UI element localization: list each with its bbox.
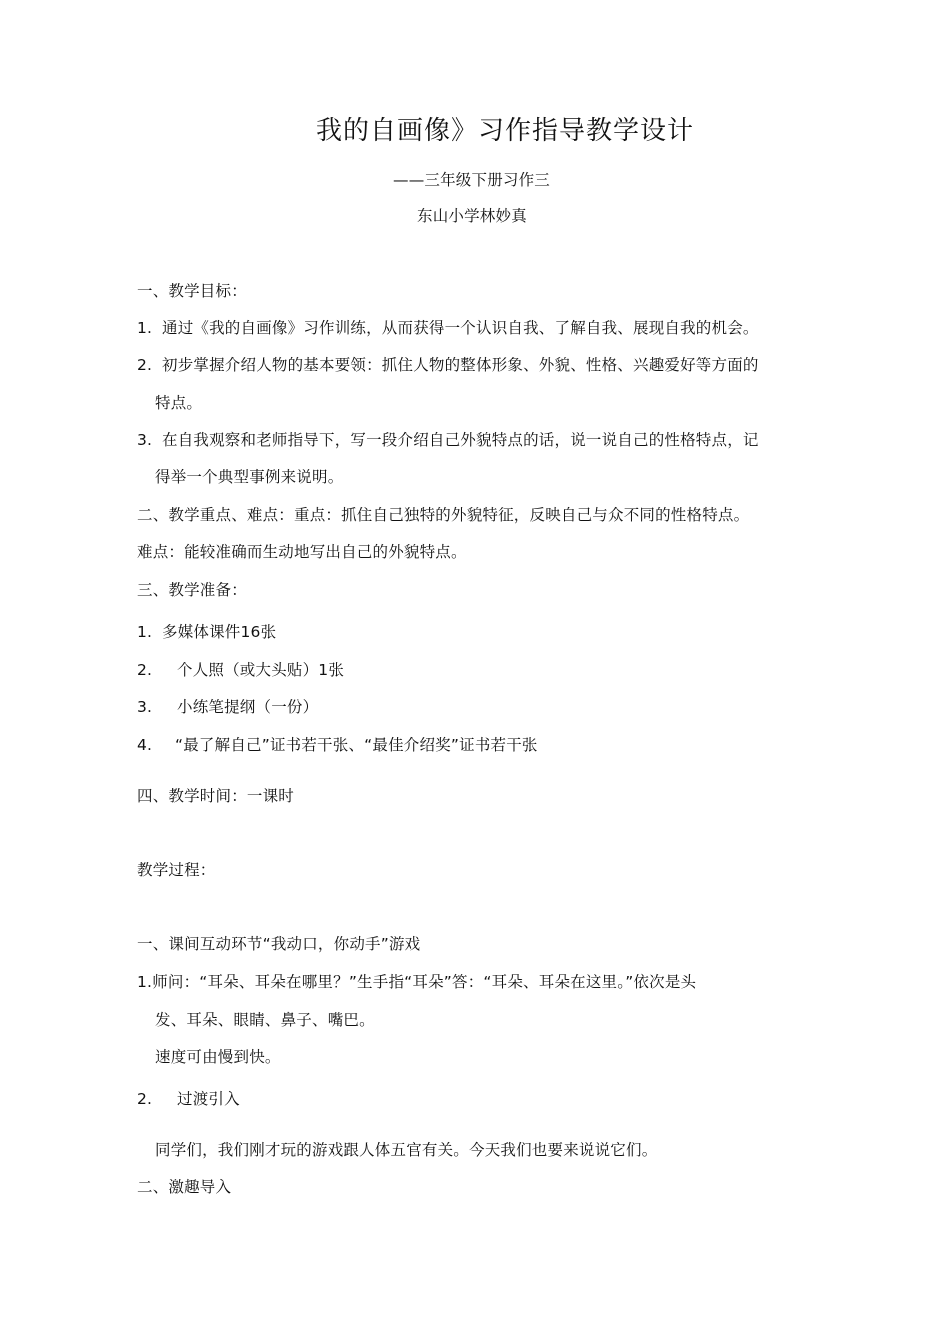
list-number: 3. (137, 698, 153, 716)
section-heading-objectives: 一、教学目标： (137, 282, 247, 300)
list-item (137, 622, 277, 642)
list-number: 1. (137, 623, 153, 641)
step-item-1-note: 速度可由慢到快。 (155, 1048, 281, 1066)
list-text: 个人照（或大头贴）1张 (177, 661, 345, 679)
section-heading-key-points: 二、教学重点、难点：重点：抓住自己独特的外貌特征，反映自己与众不同的性格特点。 (137, 506, 750, 524)
section-heading-time: 四、教学时间：一课时 (137, 787, 295, 805)
list-item-continuation: 特点。 (155, 394, 203, 412)
list-number: 1. (137, 319, 153, 337)
list-text: 过渡引入 (177, 1090, 240, 1108)
list-item-continuation: 得举一个典型事例来说明。 (155, 468, 344, 486)
list-item (137, 430, 759, 450)
step-heading-intro: 二、激趣导入 (137, 1178, 232, 1196)
step-item-1: 1.师问：“耳朵、耳朵在哪里？”生手指“耳朵”答：“耳朵、耳朵在这里。”依次是头 (137, 973, 697, 991)
list-text: 在自我观察和老师指导下，写一段介绍自己外貌特点的话，说一说自己的性格特点，记 (162, 431, 759, 449)
step-item-1-continuation: 发、耳朵、眼睛、鼻子、嘴巴。 (155, 1011, 375, 1029)
list-number: 4. (137, 736, 153, 754)
step-item-2 (137, 1089, 240, 1109)
list-item (137, 735, 538, 755)
list-text: 多媒体课件16张 (162, 623, 277, 641)
list-text: “最了解自己”证书若干张、“最佳介绍奖”证书若干张 (175, 736, 538, 754)
list-item (137, 355, 759, 375)
transition-paragraph: 同学们，我们刚才玩的游戏跟人体五官有关。今天我们也要来说说它们。 (155, 1141, 658, 1159)
list-text: 初步掌握介绍人物的基本要领：抓住人物的整体形象、外貌、性格、兴趣爱好等方面的 (162, 356, 759, 374)
list-item (137, 697, 319, 717)
list-number: 2. (137, 1090, 153, 1108)
section-heading-preparation: 三、教学准备： (137, 581, 247, 599)
document-title: 我的自画像》习作指导教学设计 (316, 116, 695, 146)
list-text: 通过《我的自画像》习作训练，从而获得一个认识自我、了解自我、展现自我的机会。 (162, 319, 759, 337)
list-item (137, 660, 345, 680)
subtitle: ——三年级下册习作三 (393, 171, 551, 189)
author: 东山小学林妙真 (417, 207, 527, 225)
list-number: 2. (137, 661, 153, 679)
process-heading: 教学过程： (137, 861, 216, 879)
list-text: 小练笔提纲（一份） (177, 698, 319, 716)
difficulty-line: 难点：能较准确而生动地写出自己的外貌特点。 (137, 543, 467, 561)
list-number: 2. (137, 356, 153, 374)
list-number: 3. (137, 431, 153, 449)
step-heading-interaction: 一、课间互动环节“我动口，你动手”游戏 (137, 935, 421, 953)
list-item (137, 318, 759, 338)
